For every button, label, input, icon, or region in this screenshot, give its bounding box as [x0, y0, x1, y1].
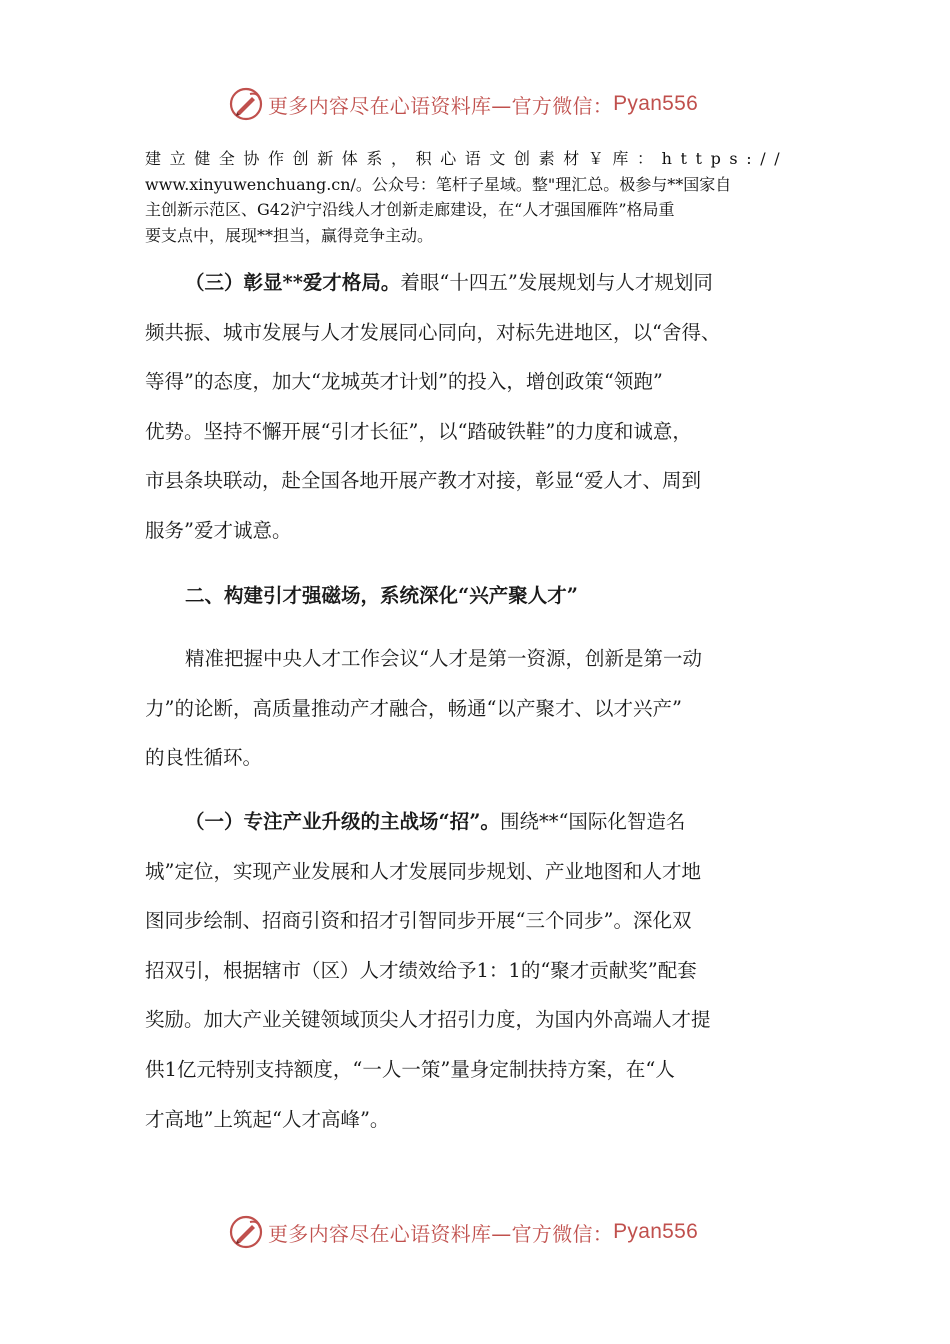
banner-text: 更多内容尽在心语资料库—官方微信： [268, 1221, 614, 1246]
intro-line: www.xinyuwenchuang.cn/。公众号：笔杆子星域。整"理汇总。极参与**国家自 [145, 174, 732, 194]
part-2-line: 力”的论断，高质量推动产才融合，畅通“以产聚才、以才兴产” [145, 696, 682, 720]
sub-1-line: 奖励。加大产业关键领域顶尖人才招引力度，为国内外高端人才提 [145, 1008, 711, 1032]
pen-logo-icon [228, 86, 264, 122]
banner-wechat-id: Pyan556 [613, 92, 699, 115]
sub-1-line: 城”定位，实现产业发展和人才发展同步规划、产业地图和人才地 [145, 859, 701, 883]
sub-1-line: 才高地”上筑起“人才高峰”。 [145, 1107, 390, 1131]
part-2-paragraph [145, 634, 835, 783]
sub-1-line: 供1亿元特别支持额度，“一人一策”量身定制扶持方案，在“人 [145, 1057, 675, 1081]
pen-logo-icon [228, 1214, 264, 1250]
header-banner [228, 84, 748, 124]
section-3-line: 频共振、城市发展与人才发展同心同向，对标先进地区，以“舍得、 [145, 320, 721, 344]
part-2-heading: 二、构建引才强磁场，系统深化“兴产聚人才” [185, 584, 578, 607]
part-2-heading-block [145, 571, 835, 621]
section-3-line: 着眼“十四五”发展规划与人才规划同 [400, 271, 713, 294]
part-2-line: 的良性循环。 [145, 746, 263, 770]
sub-1-paragraph [145, 797, 835, 1144]
intro-line: 建立健全协作创新体系，积心语文创素材￥库：https:// [145, 149, 789, 168]
banner-text: 更多内容尽在心语资料库—官方微信： [268, 93, 614, 118]
sub-1-line: 图同步绘制、招商引资和招才引智同步开展“三个同步”。深化双 [145, 909, 692, 933]
intro-paragraph [145, 146, 815, 248]
section-3-line: 服务”爱才诚意。 [145, 518, 292, 542]
sub-1-heading: （一）专注产业升级的主战场“招”。 [185, 810, 500, 833]
section-3-line: 优势。坚持不懈开展“引才长征”，以“踏破铁鞋”的力度和诚意， [145, 419, 692, 443]
section-3-paragraph [145, 258, 835, 556]
section-3-line: 市县条块联动，赴全国各地开展产教才对接，彰显“爱人才、周到 [145, 469, 701, 493]
section-3-heading: （三）彰显**爱才格局。 [185, 271, 401, 294]
sub-1-line: 围绕**“国际化智造名 [499, 810, 686, 833]
footer-banner [228, 1212, 748, 1252]
sub-1-line: 招双引，根据辖市（区）人才绩效给予1：1的“聚才贡献奖”配套 [145, 958, 697, 982]
part-2-line: 精准把握中央人才工作会议“人才是第一资源，创新是第一动 [185, 647, 702, 670]
intro-line: 主创新示范区、G42沪宁沿线人才创新走廊建设，在“人才强国雁阵”格局重 [145, 200, 675, 219]
banner-wechat-id: Pyan556 [613, 1220, 699, 1243]
intro-line: 要支点中，展现**担当，赢得竞争主动。 [145, 225, 434, 245]
section-3-line: 等得”的态度，加大“龙城英才计划”的投入，增创政策“领跑” [145, 370, 663, 394]
